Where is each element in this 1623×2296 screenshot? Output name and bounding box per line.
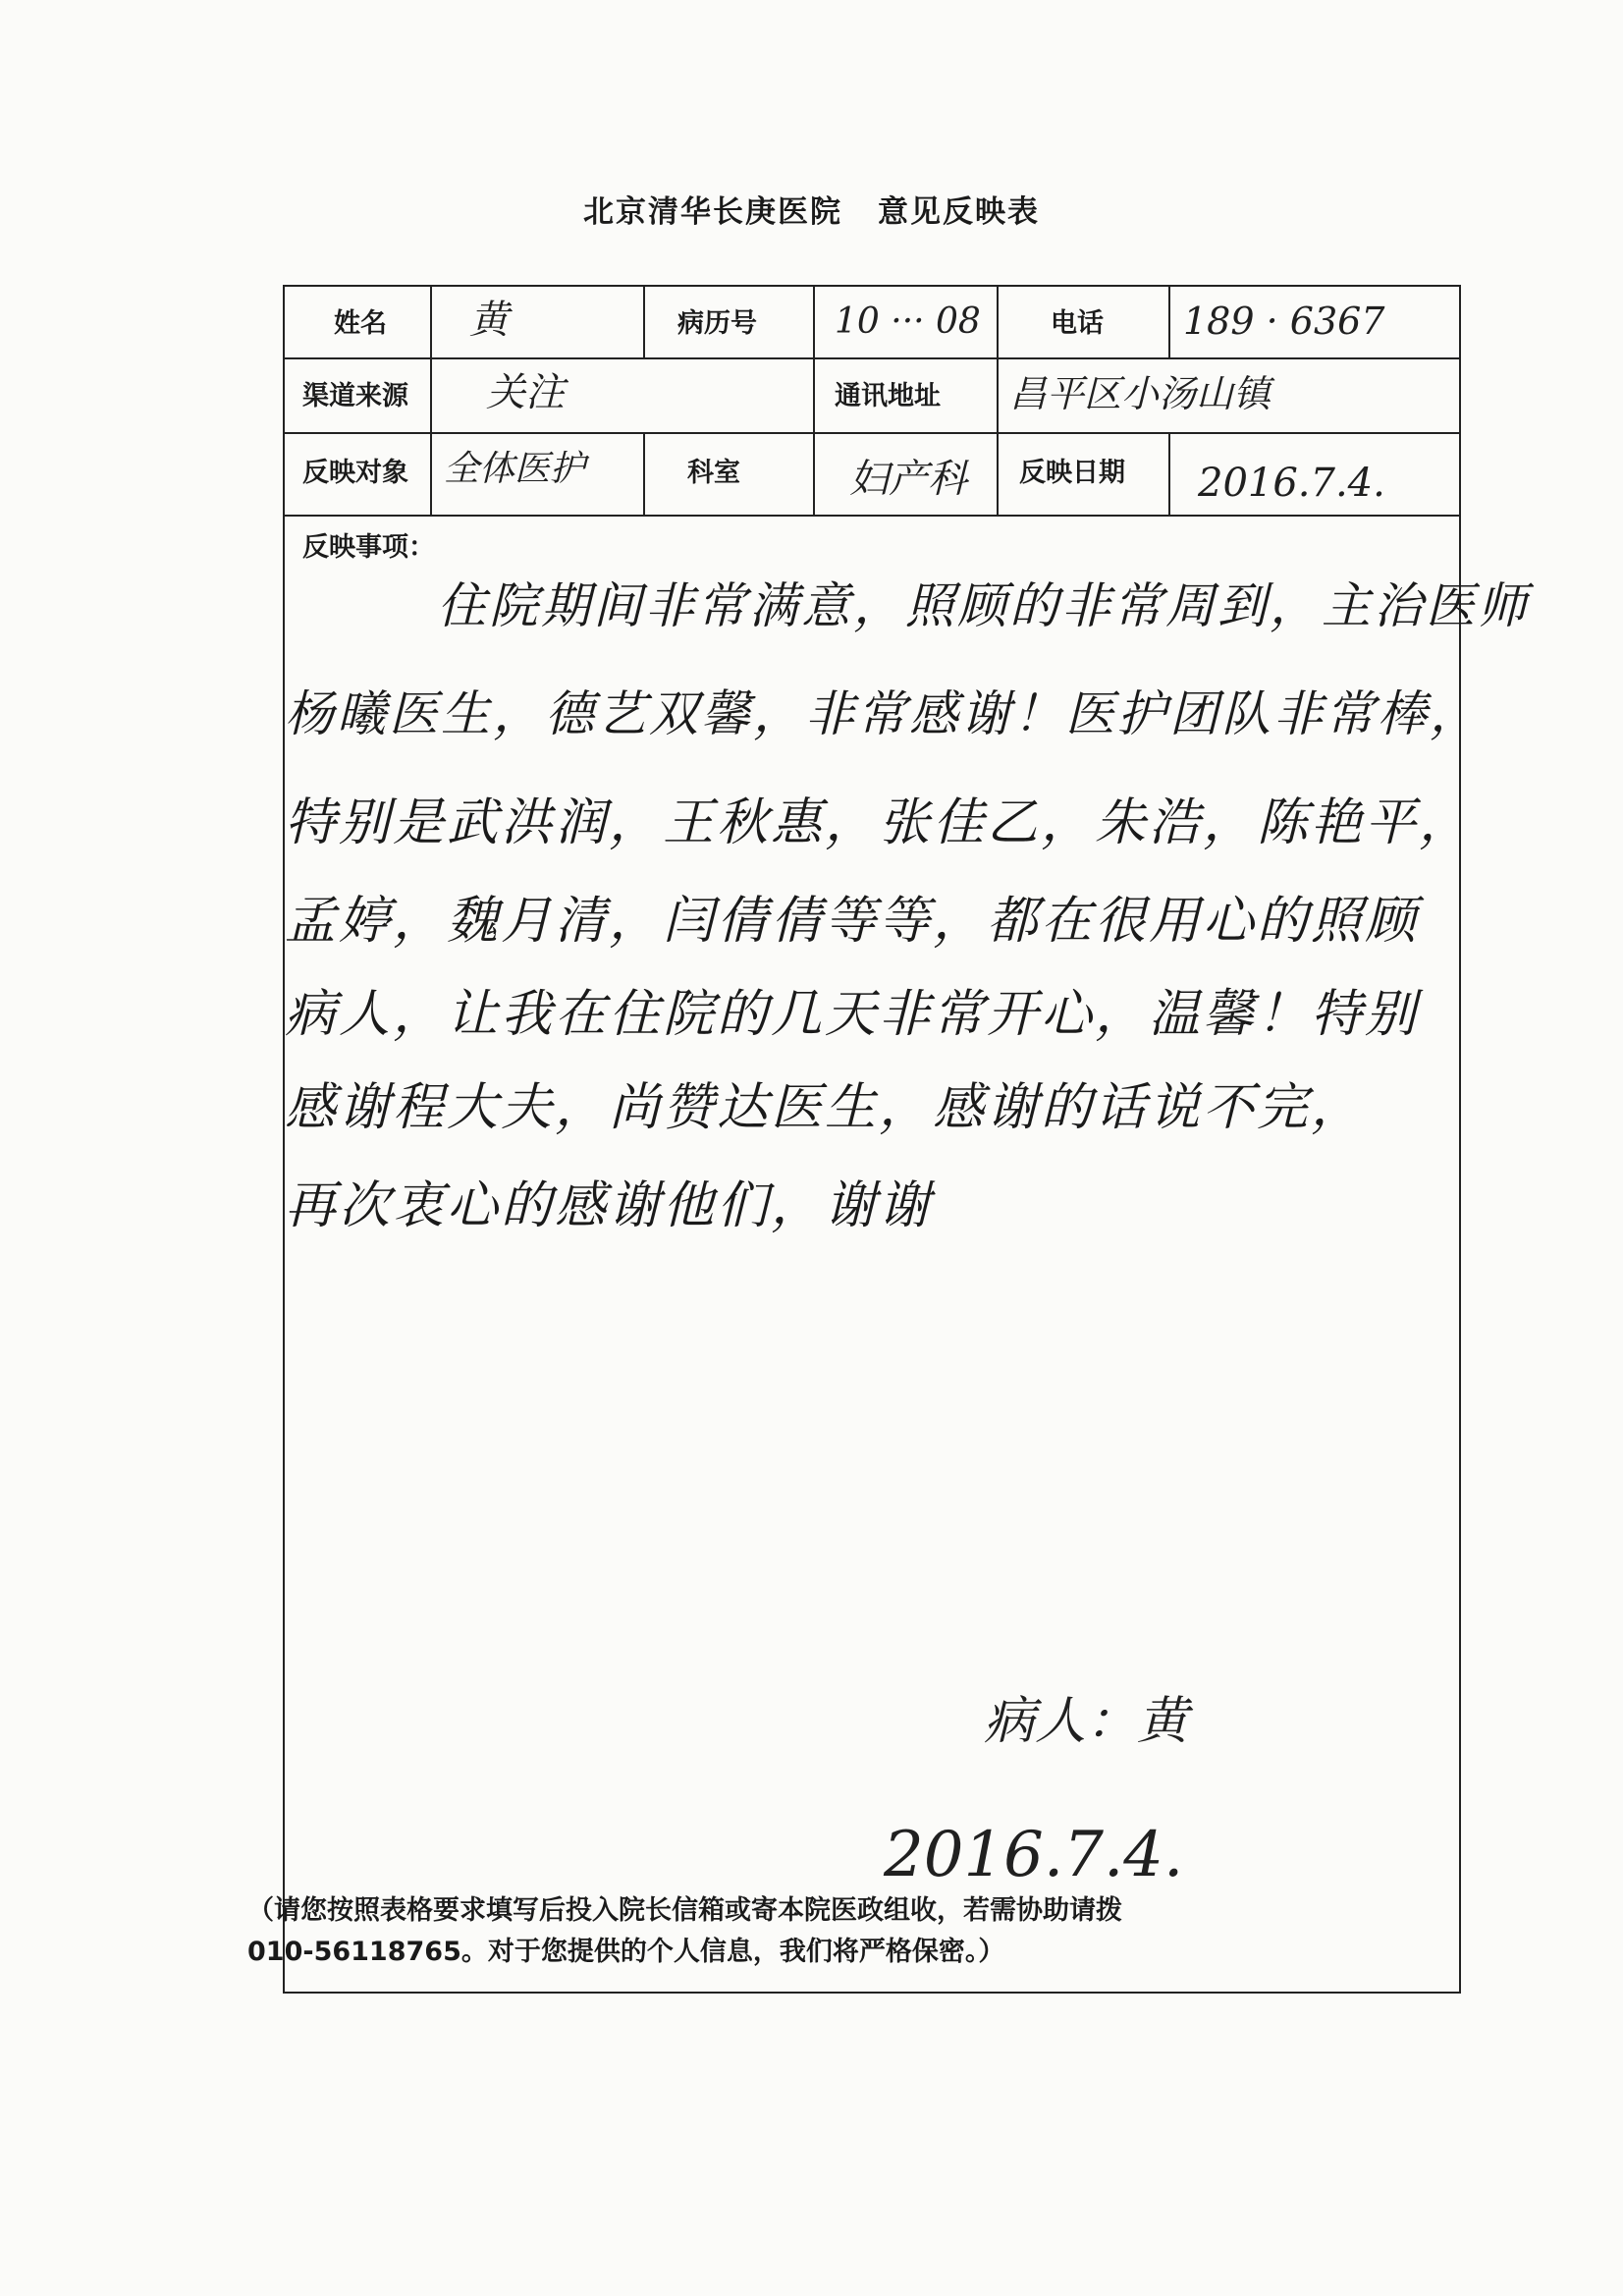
date-label: 反映日期: [1019, 458, 1125, 488]
feedback-line: 孟婷，魏月清，闫倩倩等等，都在很用心的照顾: [285, 892, 1420, 951]
name-label: 姓名: [334, 308, 387, 339]
department-label: 科室: [687, 458, 740, 488]
footer-line-2: 010-56118765。对于您提供的个人信息，我们将严格保密。）: [247, 1936, 1005, 1967]
channel-label: 渠道来源: [302, 381, 408, 411]
feedback-line: 感谢程大夫，尚赞达医生，感谢的话说不完，: [285, 1078, 1366, 1137]
feedback-form: [283, 285, 1530, 1994]
record-no-value: 10 ··· 08: [835, 301, 981, 342]
hospital-name: 北京清华长庚医院: [583, 194, 842, 230]
signature-date: 2016.7.4.: [884, 1819, 1184, 1891]
phone-value: 189 · 6367: [1183, 300, 1385, 343]
record-no-label: 病历号: [677, 308, 757, 339]
form-title: [0, 187, 1623, 231]
address-label: 通讯地址: [835, 381, 941, 411]
matters-label: 反映事项：: [302, 532, 435, 563]
department-value: 妇产科: [849, 457, 967, 502]
name-value: 黄: [469, 298, 509, 343]
form-name: 意见反映表: [878, 194, 1040, 230]
address-value: 昌平区小汤山镇: [1009, 372, 1271, 415]
signature-name: 病人：黄: [984, 1692, 1189, 1751]
channel-value: 关注: [486, 370, 565, 415]
feedback-line: 住院期间非常满意，照顾的非常周到，主治医师: [437, 577, 1530, 634]
phone-label: 电话: [1051, 308, 1104, 339]
feedback-line: 病人，让我在住院的几天非常开心，温馨！特别: [285, 985, 1420, 1044]
feedback-line: 杨曦医生，德艺双馨，非常感谢！医护团队非常棒，: [285, 685, 1482, 742]
feedback-line: 特别是武洪润，王秋惠，张佳乙，朱浩，陈艳平，: [285, 793, 1474, 852]
feedback-line: 再次衷心的感谢他们，谢谢: [285, 1176, 934, 1235]
date-value: 2016.7.4.: [1198, 461, 1385, 506]
target-value: 全体医护: [444, 449, 586, 489]
footer-note: [247, 1890, 1426, 1973]
footer-line-1: （请您按照表格要求填写后投入院长信箱或寄本院医政组收，若需协助请拨: [247, 1895, 1122, 1926]
target-label: 反映对象: [302, 458, 408, 488]
